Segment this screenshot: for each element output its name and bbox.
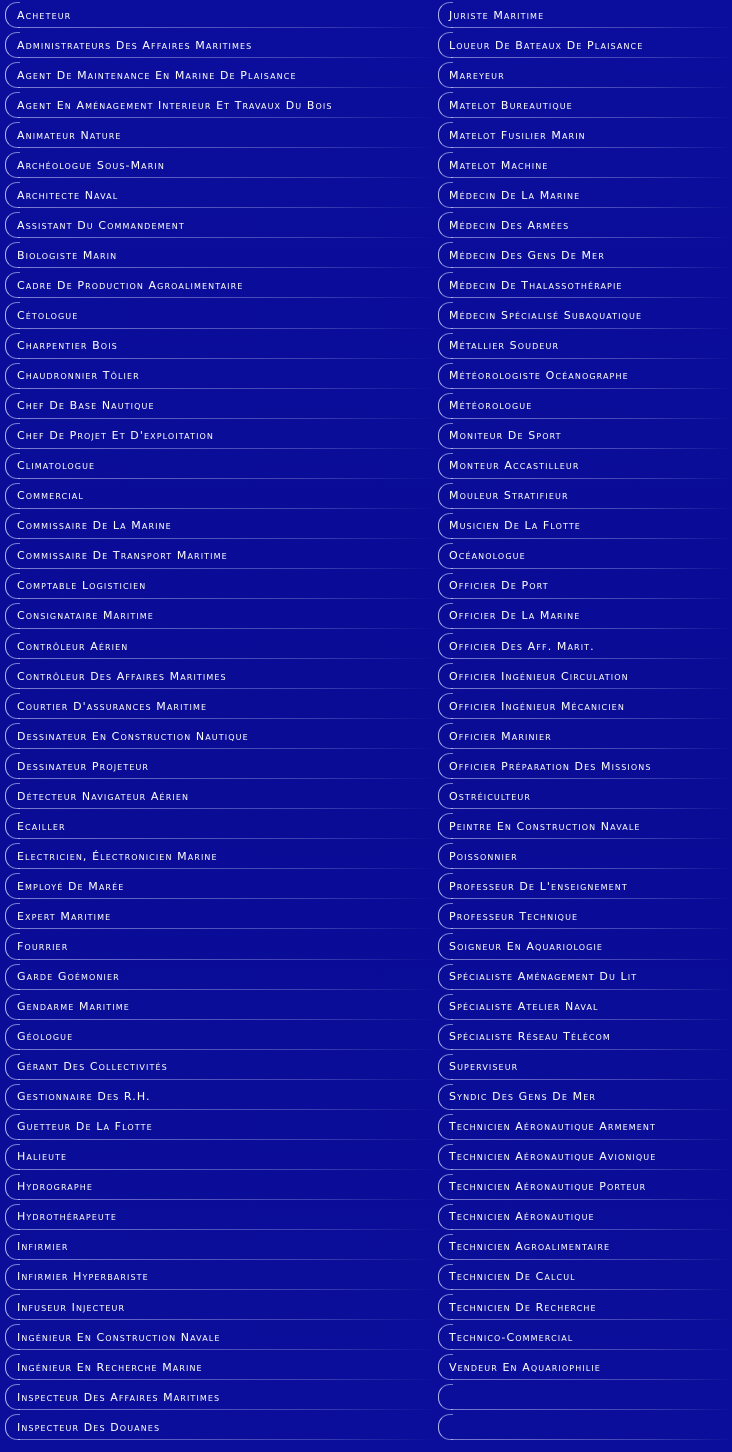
job-link-controleur-des-affaires-maritimes[interactable] [0,661,436,691]
job-link-commercial[interactable] [0,481,436,511]
job-link-label: Employé De Marée [17,879,125,893]
job-link-medecin-des-armees[interactable] [436,210,732,240]
job-link-empty[interactable] [436,1382,732,1412]
job-link-label: Officier Ingénieur Circulation [449,669,629,683]
job-link-garde-goemonier[interactable] [0,962,436,992]
job-link-label: Métallier Soudeur [449,339,560,353]
job-link-label: Matelot Fusilier Marin [449,128,586,142]
job-link-biologiste-marin[interactable] [0,240,436,270]
job-link-label: Matelot Bureautique [449,98,573,112]
job-link-loueur-de-bateaux-de-plaisance[interactable] [436,30,732,60]
job-link-meteorologue[interactable] [436,391,732,421]
job-link-cadre-de-production-agroalimentaire[interactable] [0,270,436,300]
job-link-label: Géologue [17,1030,74,1044]
job-link-label: Infirmier [17,1240,69,1254]
job-link-label: Océanologue [449,549,526,563]
job-link-medecin-de-la-marine[interactable] [436,180,732,210]
job-link-animateur-nature[interactable] [0,120,436,150]
job-link-professeur-de-l-enseignement[interactable] [436,871,732,901]
job-link-label: Vendeur En Aquariophilie [449,1360,601,1374]
job-link-comptable-logisticien[interactable] [0,571,436,601]
job-link-label: Commercial [17,489,84,503]
job-link-ostreiculteur[interactable] [436,781,732,811]
job-link-technicien-aeronautique-avionique[interactable] [436,1142,732,1172]
job-link-ecailler[interactable] [0,811,436,841]
job-link-technico-commercial[interactable] [436,1322,732,1352]
job-link-technicien-aeronautique-armement[interactable] [436,1112,732,1142]
job-link-technicien-de-calcul[interactable] [436,1262,732,1292]
job-link-label: Dessinateur En Construction Nautique [17,729,249,743]
job-link-chef-de-projet-et-d-exploitation[interactable] [0,421,436,451]
job-link-controleur-aerien[interactable] [0,631,436,661]
job-link-label: Hydrothérapeute [17,1210,118,1224]
job-link-label: Médecin Spécialisé Subaquatique [449,308,643,322]
job-link-label: Médecin Des Gens De Mer [449,248,605,262]
job-link-assistant-du-commandement[interactable] [0,210,436,240]
job-link-label: Médecin De Thalassothérapie [449,278,623,292]
job-link-label: Gestionnaire Des R.H. [17,1090,151,1104]
job-link-ingenieur-en-construction-navale[interactable] [0,1322,436,1352]
job-link-professeur-technique[interactable] [436,901,732,931]
job-link-oceanologue[interactable] [436,541,732,571]
job-link-label: Chef De Projet Et D'exploitation [17,429,215,443]
job-link-climatologue[interactable] [0,451,436,481]
job-link-agent-de-maintenance-en-marine-de-plaisance[interactable] [0,60,436,90]
job-link-label: Climatologue [17,459,96,473]
job-link-label: Fourrier [17,939,69,953]
job-link-label: Electricien, Électronicien Marine [17,849,218,863]
job-link-employe-de-maree[interactable] [0,871,436,901]
job-link-electricien-electronicien-marine[interactable] [0,841,436,871]
job-link-label: Matelot Machine [449,158,549,172]
job-link-label: Technico-Commercial [449,1330,574,1344]
job-link-label: Ecailler [17,819,66,833]
job-link-specialiste-reseau-telecom[interactable] [436,1022,732,1052]
job-link-label: Cétologue [17,308,79,322]
job-link-label: Ostréiculteur [449,789,532,803]
job-link-medecin-de-thalassotherapie[interactable] [436,270,732,300]
job-link-label: Officier De Port [449,579,549,593]
job-link-label: Technicien Aéronautique Avionique [449,1150,657,1164]
job-link-label: Médecin De La Marine [449,188,581,202]
job-link-mareyeur[interactable] [436,60,732,90]
job-link-dessinateur-projeteur[interactable] [0,751,436,781]
job-link-label: Agent De Maintenance En Marine De Plaisance [17,68,297,82]
job-link-label: Charpentier Bois [17,339,118,353]
job-link-label: Expert Maritime [17,909,112,923]
job-link-specialiste-amenagement-du-lit[interactable] [436,962,732,992]
job-link-peintre-en-construction-navale[interactable] [436,811,732,841]
job-link-expert-maritime[interactable] [0,901,436,931]
job-link-label: Acheteur [17,8,72,22]
job-link-infuseur-injecteur[interactable] [0,1292,436,1322]
job-link-label: Juriste Maritime [449,8,545,22]
job-link-juriste-maritime[interactable] [436,0,732,30]
job-link-technicien-agroalimentaire[interactable] [436,1232,732,1262]
job-link-label: Spécialiste Réseau Télécom [449,1030,611,1044]
job-link-label: Guetteur De La Flotte [17,1120,153,1134]
job-link-label: Infuseur Injecteur [17,1300,126,1314]
job-link-label: Officier Marinier [449,729,552,743]
job-link-guetteur-de-la-flotte[interactable] [0,1112,436,1142]
job-link-administrateurs-des-affaires-maritimes[interactable] [0,30,436,60]
job-link-label: Mouleur Stratifieur [449,489,569,503]
job-link-label: Architecte Naval [17,188,119,202]
job-link-metallier-soudeur[interactable] [436,331,732,361]
job-link-technicien-aeronautique-porteur[interactable] [436,1172,732,1202]
job-link-label: Contrôleur Aérien [17,639,129,653]
job-link-label: Hydrographe [17,1180,94,1194]
job-link-label: Technicien Aéronautique Armement [449,1120,656,1134]
job-link-label: Professeur De L'enseignement [449,879,628,893]
job-link-officier-ingenieur-mecanicien[interactable] [436,691,732,721]
job-link-label: Inspecteur Des Douanes [17,1420,161,1434]
job-link-label: Halieute [17,1150,68,1164]
job-link-label: Détecteur Navigateur Aérien [17,789,190,803]
job-link-technicien-de-recherche[interactable] [436,1292,732,1322]
job-link-matelot-fusilier-marin[interactable] [436,120,732,150]
job-link-label: Officier Préparation Des Missions [449,759,652,773]
job-link-hydrotherapeute[interactable] [0,1202,436,1232]
job-link-medecin-des-gens-de-mer[interactable] [436,240,732,270]
job-link-label: Poissonnier [449,849,518,863]
job-link-gestionnaire-des-r-h[interactable] [0,1082,436,1112]
job-link-consignataire-maritime[interactable] [0,601,436,631]
job-link-detecteur-navigateur-aerien[interactable] [0,781,436,811]
job-link-vendeur-en-aquariophilie[interactable] [436,1352,732,1382]
job-link-gendarme-maritime[interactable] [0,992,436,1022]
job-link-label: Technicien Aéronautique [449,1210,595,1224]
job-link-label: Gendarme Maritime [17,1000,130,1014]
job-link-officier-des-aff-marit[interactable] [436,631,732,661]
job-link-label: Gérant Des Collectivités [17,1060,168,1074]
job-link-label: Consignataire Maritime [17,609,154,623]
job-link-label: Comptable Logisticien [17,579,147,593]
job-link-label: Spécialiste Aménagement Du Lit [449,970,638,984]
job-link-inspecteur-des-affaires-maritimes[interactable] [0,1382,436,1412]
job-link-empty[interactable] [436,1412,732,1442]
job-link-moniteur-de-sport[interactable] [436,421,732,451]
job-link-specialiste-atelier-naval[interactable] [436,992,732,1022]
job-link-chef-de-base-nautique[interactable] [0,391,436,421]
job-link-infirmier-hyperbariste[interactable] [0,1262,436,1292]
job-list-right-column [436,0,732,1442]
job-link-medecin-specialise-subaquatique[interactable] [436,300,732,330]
job-link-commissaire-de-transport-maritime[interactable] [0,541,436,571]
job-link-label: Chef De Base Nautique [17,399,155,413]
job-link-gerant-des-collectivites[interactable] [0,1052,436,1082]
job-link-charpentier-bois[interactable] [0,331,436,361]
job-link-label: Météorologue [449,399,533,413]
job-link-label: Météorologiste Océanographe [449,369,629,383]
job-link-courtier-d-assurances-maritime[interactable] [0,691,436,721]
job-link-officier-ingenieur-circulation[interactable] [436,661,732,691]
job-link-agent-en-amenagement-interieur-et-travaux-du-bois[interactable] [0,90,436,120]
job-link-label: Biologiste Marin [17,248,118,262]
job-link-technicien-aeronautique[interactable] [436,1202,732,1232]
job-link-label: Loueur De Bateaux De Plaisance [449,38,644,52]
job-link-archeologue-sous-marin[interactable] [0,150,436,180]
job-link-syndic-des-gens-de-mer[interactable] [436,1082,732,1112]
job-link-label: Chaudronnier Tôlier [17,369,140,383]
job-link-label: Cadre De Production Agroalimentaire [17,278,244,292]
job-link-label: Ingénieur En Construction Navale [17,1330,221,1344]
job-link-label: Officier De La Marine [449,609,581,623]
job-link-chaudronnier-tolier[interactable] [0,361,436,391]
job-link-label: Monteur Accastilleur [449,459,580,473]
job-link-label: Agent En Aménagement Interieur Et Travaux Du Bois [17,98,333,112]
job-link-monteur-accastilleur[interactable] [436,451,732,481]
job-link-inspecteur-des-douanes[interactable] [0,1412,436,1442]
job-link-label: Spécialiste Atelier Naval [449,1000,599,1014]
job-link-ingenieur-en-recherche-marine[interactable] [0,1352,436,1382]
job-link-label: Moniteur De Sport [449,429,562,443]
job-link-label: Mareyeur [449,68,505,82]
job-link-officier-marinier[interactable] [436,721,732,751]
job-link-cetologue[interactable] [0,300,436,330]
job-link-geologue[interactable] [0,1022,436,1052]
job-link-label: Technicien Aéronautique Porteur [449,1180,647,1194]
job-link-officier-de-la-marine[interactable] [436,601,732,631]
job-link-label: Médecin Des Armées [449,218,570,232]
job-link-superviseur[interactable] [436,1052,732,1082]
job-link-label: Technicien De Recherche [449,1300,597,1314]
job-link-label: Superviseur [449,1060,519,1074]
job-link-commissaire-de-la-marine[interactable] [0,511,436,541]
job-link-soigneur-en-aquariologie[interactable] [436,931,732,961]
job-link-label: Ingénieur En Recherche Marine [17,1360,203,1374]
job-link-dessinateur-en-construction-nautique[interactable] [0,721,436,751]
job-link-label: Infirmier Hyperbariste [17,1270,149,1284]
job-link-label: Commissaire De La Marine [17,519,172,533]
job-link-officier-de-port[interactable] [436,571,732,601]
job-link-label: Garde Goémonier [17,970,120,984]
job-link-label: Contrôleur Des Affaires Maritimes [17,669,227,683]
job-link-label: Courtier D'assurances Maritime [17,699,208,713]
job-link-poissonnier[interactable] [436,841,732,871]
job-link-infirmier[interactable] [0,1232,436,1262]
job-link-label: Dessinateur Projeteur [17,759,150,773]
job-link-matelot-machine[interactable] [436,150,732,180]
job-link-meteorologiste-oceanographe[interactable] [436,361,732,391]
job-link-label: Administrateurs Des Affaires Maritimes [17,38,253,52]
job-link-officier-preparation-des-missions[interactable] [436,751,732,781]
job-link-label: Musicien De La Flotte [449,519,581,533]
job-link-label: Inspecteur Des Affaires Maritimes [17,1390,221,1404]
job-link-architecte-naval[interactable] [0,180,436,210]
job-link-label: Officier Des Aff. Marit. [449,639,595,653]
job-link-label: Officier Ingénieur Mécanicien [449,699,625,713]
job-link-hydrographe[interactable] [0,1172,436,1202]
job-link-label: Technicien Agroalimentaire [449,1240,611,1254]
job-link-halieute[interactable] [0,1142,436,1172]
job-link-label: Syndic Des Gens De Mer [449,1090,597,1104]
job-link-label: Technicien De Calcul [449,1270,576,1284]
job-link-label: Peintre En Construction Navale [449,819,641,833]
job-link-mouleur-stratifieur[interactable] [436,481,732,511]
job-link-acheteur[interactable] [0,0,436,30]
job-link-label: Archéologue Sous-Marin [17,158,165,172]
job-link-musicien-de-la-flotte[interactable] [436,511,732,541]
job-link-label: Professeur Technique [449,909,579,923]
job-link-matelot-bureautique[interactable] [436,90,732,120]
job-link-label: Soigneur En Aquariologie [449,939,604,953]
job-link-fourrier[interactable] [0,931,436,961]
job-link-label: Assistant Du Commandement [17,218,185,232]
job-link-label: Animateur Nature [17,128,122,142]
job-link-label: Commissaire De Transport Maritime [17,549,228,563]
